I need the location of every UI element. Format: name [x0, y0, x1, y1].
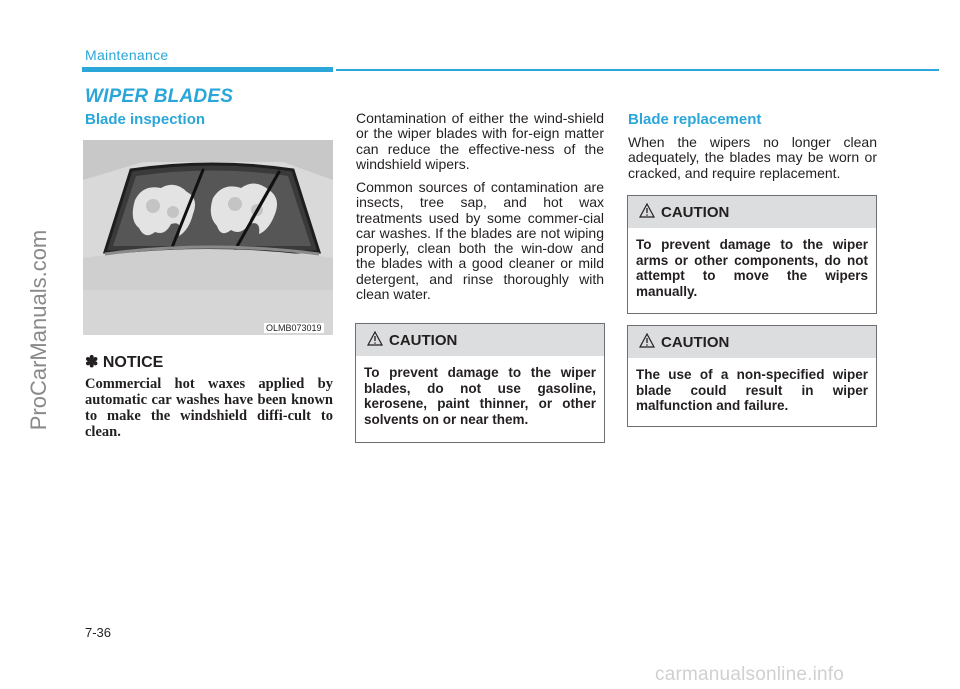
blade-inspection-heading: Blade inspection	[85, 111, 206, 128]
caution-body: To prevent damage to the wiper blades, do not use gasoline, kerosene, paint thinner, or other solvents on or near them.	[364, 365, 596, 427]
caution-box-solvents	[355, 323, 605, 443]
warning-triangle-icon	[639, 203, 655, 218]
notice-body: Commercial hot waxes applied by automatic car washes have been known to make the windshield diffi-cult to clean.	[85, 376, 333, 440]
footer-watermark: carmanualsonline.info	[655, 664, 845, 685]
section-label: Maintenance	[85, 47, 169, 63]
contamination-sources-paragraph: Common sources of contamination are insects, tree sap, and hot wax treatments used by some commer-cial car washes. If the blades are not wiping properly, clean both the win-dow and the blades with a good cleaner or mild detergent, and rinse thoroughly with clean water.	[356, 179, 604, 303]
caution-header	[628, 326, 876, 358]
notice-title: ✽ NOTICE	[85, 354, 164, 371]
caution-box-nonspecified-blade	[627, 325, 877, 427]
warning-triangle-icon	[639, 333, 655, 348]
side-watermark-text: ProCarManuals.com	[26, 229, 51, 431]
page-number: 7-36	[85, 625, 112, 640]
header-rule-thin	[336, 69, 939, 71]
caution-body: To prevent damage to the wiper arms or other components, do not attempt to move the wipers manually.	[636, 237, 868, 299]
figure-code: OLMB073019	[266, 323, 322, 333]
contamination-paragraph: Contamination of either the wind-shield or the wiper blades with for-eign matter can reduce the effective-ness of the windshield wipers.	[356, 110, 604, 172]
header-rule-thick	[82, 67, 333, 72]
caution-box-move-wipers	[627, 195, 877, 314]
caution-body: The use of a non-specified wiper blade could result in wiper malfunction and failure.	[636, 367, 868, 413]
caution-title: CAUTION	[661, 334, 730, 351]
windshield-wiper-illustration	[83, 140, 333, 335]
replacement-paragraph: When the wipers no longer clean adequately, the blades may be worn or cracked, and require replacement.	[628, 134, 877, 181]
windshield-illustration-svg	[83, 140, 333, 335]
warning-triangle-icon	[367, 331, 383, 346]
page-title: WIPER BLADES	[85, 86, 234, 107]
caution-header	[356, 324, 604, 356]
blade-replacement-heading: Blade replacement	[628, 111, 762, 128]
caution-header	[628, 196, 876, 228]
caution-title: CAUTION	[389, 332, 458, 349]
side-watermark	[0, 0, 78, 689]
caution-title: CAUTION	[661, 204, 730, 221]
